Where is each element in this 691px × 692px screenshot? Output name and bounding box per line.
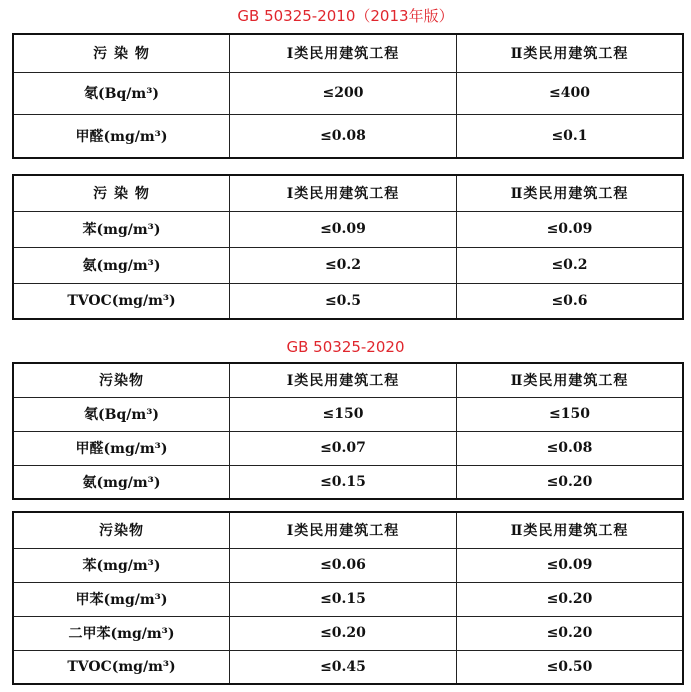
class2-limit: ≤0.50: [457, 650, 684, 684]
pollutant-name: 二甲苯(mg/m³): [13, 616, 230, 650]
header-class2: Ⅱ类民用建筑工程: [457, 363, 684, 397]
pollutant-name: 氨(mg/m³): [13, 247, 230, 283]
class2-limit: ≤0.08: [457, 431, 684, 465]
class1-limit: ≤0.06: [230, 548, 457, 582]
header-pollutant: 污染物: [13, 363, 230, 397]
section-title-2010: GB 50325-2010（2013年版）: [237, 7, 454, 25]
header-class1: Ⅰ类民用建筑工程: [230, 512, 457, 548]
class2-limit: ≤0.1: [457, 114, 684, 158]
class2-limit: ≤150: [457, 397, 684, 431]
class1-limit: ≤0.07: [230, 431, 457, 465]
pollutant-name: TVOC(mg/m³): [13, 283, 230, 319]
class2-limit: ≤0.20: [457, 465, 684, 499]
class2-limit: ≤0.20: [457, 582, 684, 616]
section-title-2020: GB 50325-2020: [286, 338, 405, 356]
table-row: [13, 283, 683, 319]
class1-limit: ≤0.15: [230, 582, 457, 616]
header-class2: Ⅱ类民用建筑工程: [457, 34, 684, 72]
pollutant-name: 甲醛(mg/m³): [13, 431, 230, 465]
header-pollutant: 污 染 物: [13, 34, 230, 72]
pollutant-name: 氡(Bq/m³): [13, 72, 230, 114]
table-row: [13, 72, 683, 114]
class2-limit: ≤0.09: [457, 548, 684, 582]
class2-limit: ≤400: [457, 72, 684, 114]
class2-limit: ≤0.2: [457, 247, 684, 283]
table-row: [13, 650, 683, 684]
table-row: [13, 211, 683, 247]
class2-limit: ≤0.09: [457, 211, 684, 247]
table-row: [13, 247, 683, 283]
pollutant-name: 苯(mg/m³): [13, 548, 230, 582]
table-header-row: [13, 512, 683, 548]
table-header-row: [13, 363, 683, 397]
table-2010-part1: [12, 33, 684, 159]
table-row: [13, 582, 683, 616]
table-row: [13, 397, 683, 431]
pollutant-name: TVOC(mg/m³): [13, 650, 230, 684]
table-header-row: [13, 175, 683, 211]
class1-limit: ≤200: [230, 72, 457, 114]
table-2020-part1: [12, 362, 684, 500]
header-class1: Ⅰ类民用建筑工程: [230, 175, 457, 211]
table-row: [13, 114, 683, 158]
pollutant-name: 氡(Bq/m³): [13, 397, 230, 431]
class1-limit: ≤0.15: [230, 465, 457, 499]
class1-limit: ≤0.2: [230, 247, 457, 283]
class1-limit: ≤150: [230, 397, 457, 431]
pollutant-name: 苯(mg/m³): [13, 211, 230, 247]
header-pollutant: 污染物: [13, 512, 230, 548]
header-class1: Ⅰ类民用建筑工程: [230, 363, 457, 397]
class1-limit: ≤0.08: [230, 114, 457, 158]
table-row: [13, 431, 683, 465]
header-pollutant: 污 染 物: [13, 175, 230, 211]
pollutant-name: 甲醛(mg/m³): [13, 114, 230, 158]
table-row: [13, 465, 683, 499]
header-class2: Ⅱ类民用建筑工程: [457, 512, 684, 548]
header-class2: Ⅱ类民用建筑工程: [457, 175, 684, 211]
table-row: [13, 548, 683, 582]
class2-limit: ≤0.20: [457, 616, 684, 650]
class2-limit: ≤0.6: [457, 283, 684, 319]
table-row: [13, 616, 683, 650]
class1-limit: ≤0.5: [230, 283, 457, 319]
class1-limit: ≤0.09: [230, 211, 457, 247]
header-class1: Ⅰ类民用建筑工程: [230, 34, 457, 72]
table-2020-part2: [12, 511, 684, 685]
table-2010-part2: [12, 174, 684, 320]
table-header-row: [13, 34, 683, 72]
class1-limit: ≤0.20: [230, 616, 457, 650]
pollutant-name: 甲苯(mg/m³): [13, 582, 230, 616]
class1-limit: ≤0.45: [230, 650, 457, 684]
pollutant-name: 氨(mg/m³): [13, 465, 230, 499]
